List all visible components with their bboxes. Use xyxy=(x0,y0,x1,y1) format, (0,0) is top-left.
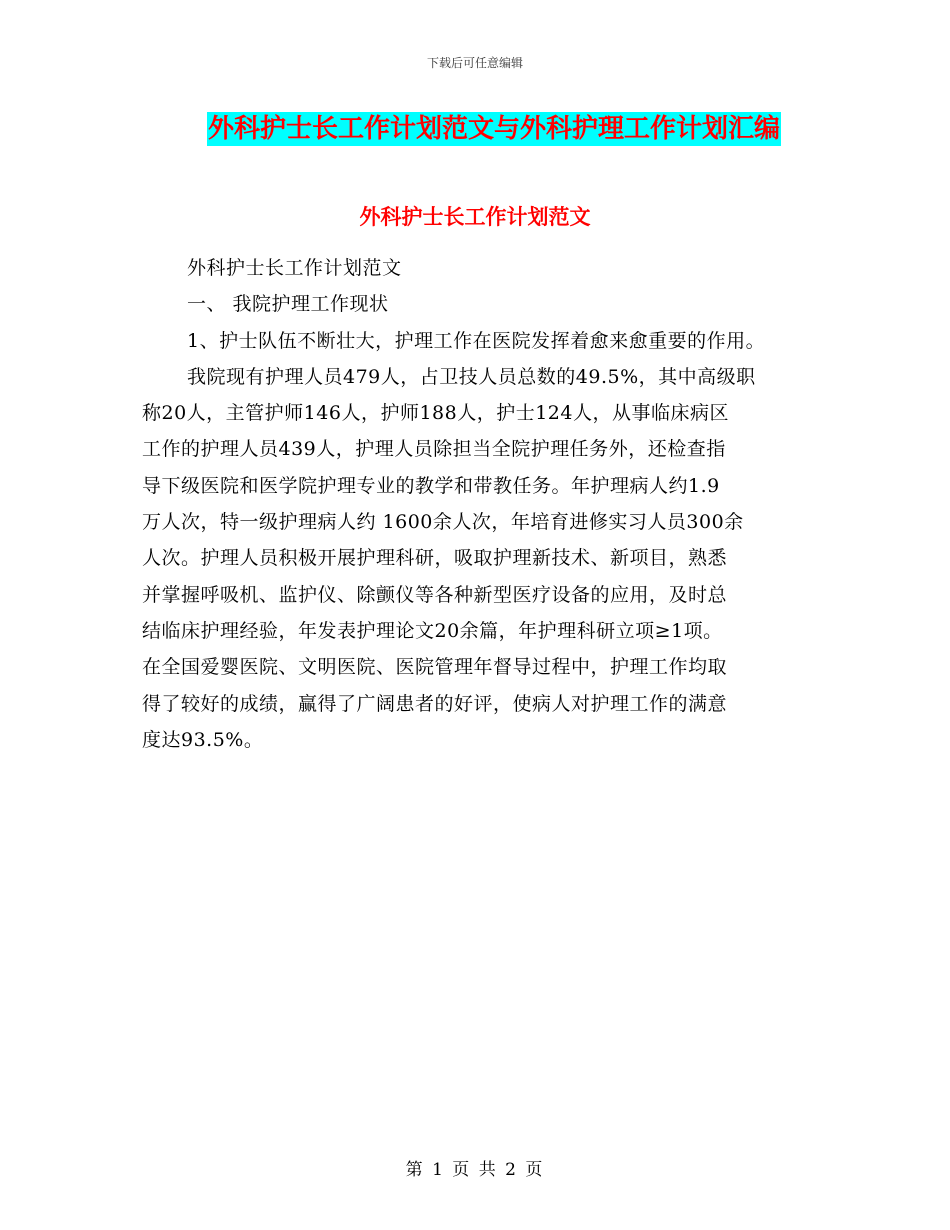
body-line: 在全国爱婴医院、文明医院、医院管理年督导过程中，护理工作均取 xyxy=(142,656,728,679)
body-line: 我院现有护理人员479人，占卫技人员总数的49.5%，其中高级职 xyxy=(187,365,756,388)
main-title: 外科护士长工作计划范文与外科护理工作计划汇编 xyxy=(208,114,781,144)
body-line: 万人次，特一级护理病人约 1600余人次，年培育进修实习人员300余 xyxy=(142,511,744,534)
body-line: 外科护士长工作计划范文 xyxy=(187,257,402,279)
body-line: 一、 我院护理工作现状 xyxy=(187,293,389,316)
page-footer: 第 1 页 共 2 页 xyxy=(405,1160,545,1180)
body-line: 称20人，主管护师146人，护师188人，护士124人，从事临床病区 xyxy=(142,402,729,425)
body-text xyxy=(142,250,822,758)
main-title-wrap xyxy=(207,112,781,146)
section-title: 外科护士长工作计划范文 xyxy=(359,204,591,229)
body-line: 结临床护理经验，年发表护理论文20余篇，年护理科研立项≥1项。 xyxy=(142,619,723,642)
body-line: 得了较好的成绩，赢得了广阔患者的好评，使病人对护理工作的满意 xyxy=(142,692,728,715)
body-line: 导下级医院和医学院护理专业的教学和带教任务。年护理病人约1.9 xyxy=(142,474,720,497)
body-line: 度达93.5%。 xyxy=(142,728,264,751)
header-note: 下载后可任意编辑 xyxy=(426,56,523,70)
body-line: 工作的护理人员439人，护理人员除担当全院护理任务外，还检查指 xyxy=(142,438,726,461)
body-line: 并掌握呼吸机、监护仪、除颤仪等各种新型医疗设备的应用，及时总 xyxy=(142,583,728,606)
body-line: 1、护士队伍不断壮大，护理工作在医院发挥着愈来愈重要的作用。 xyxy=(187,329,766,352)
body-line: 人次。护理人员积极开展护理科研，吸取护理新技术、新项目，熟悉 xyxy=(142,547,728,570)
